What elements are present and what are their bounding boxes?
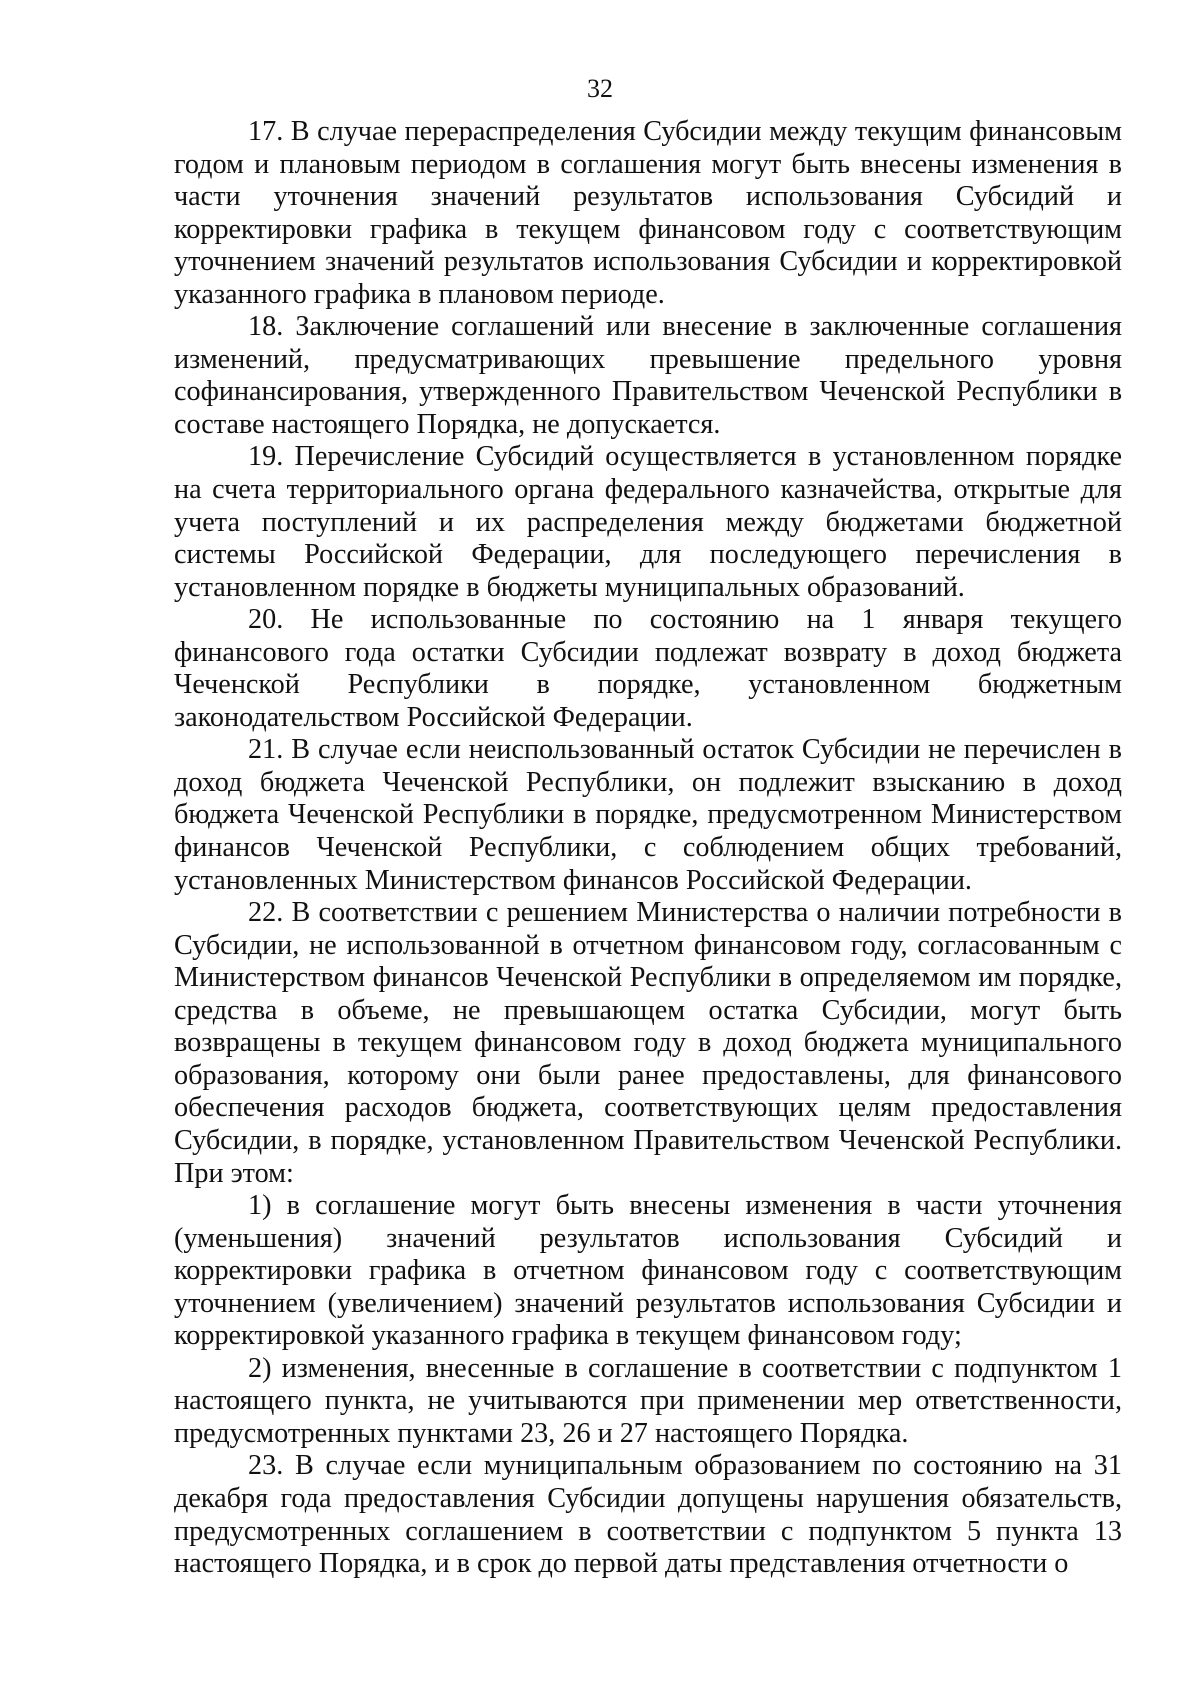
paragraph-18: 18. Заключение соглашений или внесение в заключенные соглашения изменений, предусматривающих превышение предельного уровня софинансирования, утвержденного Правительством Чеченской Республики в составе настоящего Порядка, не допускается. bbox=[174, 311, 1122, 440]
page-number: 32 bbox=[587, 74, 613, 103]
paragraph-19: 19. Перечисление Субсидий осуществляется в установленном порядке на счета территориального органа федерального казначейства, открытые для учета поступлений и их распределения между бюджетами бюджетной системы Российской Федерации, для последующего перечисления в установленном порядке в бюджеты муниципальных образований. bbox=[174, 441, 1122, 603]
paragraph-23: 23. В случае если муниципальным образованием по состоянию на 31 декабря года предоставления Субсидии допущены нарушения обязательств, предусмотренных соглашением в соответствии с подпунктом 5 пункта 13 настоящего Порядка, и в срок до первой даты представления отчетности о bbox=[174, 1450, 1122, 1580]
document-body bbox=[174, 116, 1122, 1581]
paragraph-17: 17. В случае перераспределения Субсидии между текущим финансовым годом и плановым периодом в соглашения могут быть внесены изменения в части уточнения значений результатов использования Субсидий и корректировки графика в текущем финансовом году с соответствующим уточнением значений результатов использования Субсидии и корректировкой указанного графика в плановом периоде. bbox=[174, 116, 1122, 310]
paragraph-21: 21. В случае если неиспользованный остаток Субсидии не перечислен в доход бюджета Чеченской Республики, он подлежит взысканию в доход бюджета Чеченской Республики в порядке, предусмотренном Министерством финансов Чеченской Республики, с соблюдением общих требований, установленных Министерством финансов Российской Федерации. bbox=[174, 734, 1122, 896]
paragraph-20: 20. Не использованные по состоянию на 1 января текущего финансового года остатки Субсидии подлежат возврату в доход бюджета Чеченской Республики в порядке, установленном бюджетным законодательством Российской Федерации. bbox=[174, 604, 1122, 733]
paragraph-22-subitem-2: 2) изменения, внесенные в соглашение в соответствии с подпунктом 1 настоящего пункта, не учитываются при применении мер ответственности, предусмотренных пунктами 23, 26 и 27 настоящего Порядка. bbox=[174, 1352, 1122, 1449]
paragraph-22: 22. В соответствии с решением Министерства о наличии потребности в Субсидии, не использованной в отчетном финансовом году, согласованным с Министерством финансов Чеченской Республики в определяемом им порядке, средства в объеме, не превышающем остатка Субсидии, могут быть возвращены в текущем финансовом году в доход бюджета муниципального образования, которому они были ранее предоставлены, для финансового обеспечения расходов бюджета, соответствующих целям предоставления Субсидии, в порядке, установленном Правительством Чеченской Республики. При этом: bbox=[174, 897, 1122, 1189]
paragraph-22-subitem-1: 1) в соглашение могут быть внесены изменения в части уточнения (уменьшения) значений результатов использования Субсидий и корректировки графика в отчетном финансовом году с соответствующим уточнением (увеличением) значений результатов использования Субсидии и корректировкой указанного графика в текущем финансовом году; bbox=[174, 1190, 1122, 1352]
